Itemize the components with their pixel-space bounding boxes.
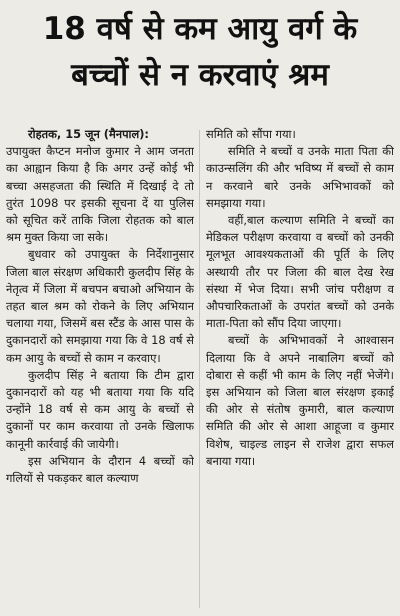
paragraph: कुलदीप सिंह ने बताया कि टीम द्वारा दुकानदारों को यह भी बताया गया कि यदि उन्होंने 18 वर्ष से कम आयु के बच्चों से दुकानों पर काम करवाया तो उनके खिलाफ कानूनी कार्रवाई की जायेगी। [6, 367, 194, 451]
paragraph: समिति ने बच्चों व उनके माता पिता की काउन्सलिंग की और भविष्य में बच्चों से काम न करवाने बारे उनके अभिभावकों को समझाया गया। [206, 144, 394, 210]
paragraph: बच्चों के अभिभावकों ने आश्वासन दिलाया कि वे अपने नाबालिग बच्चों को दोबारा से कहीं भी काम के लिए नहीं भेजेंगे। इस अभियान को जिला बाल संरक्षण इकाई की ओर से संतोष कुमारी, बाल कल्याण समिति की ओर से आशा आहूजा व कुमार विशेष, चाइल्ड लाइन से राजेश द्वारा सफल बनाया गया। [206, 333, 394, 468]
paragraph: उपायुक्त कैप्टन मनोज कुमार ने आम जनता का आह्वान किया है कि अगर उन्हें कोई भी बच्चा असहजता की स्थिति में दिखाई दे तो तुरंत 1098 पर इसकी सूचना दें या पुलिस को सूचित करें ताकि जिला रोहतक को बाल श्रम मुक्त किया जा सके। [6, 144, 194, 245]
paragraph: वहीं,बाल कल्याण समिति ने बच्चों का मेडिकल परीक्षण करवाया व बच्चों को उनकी मूलभूत आवश्यकताओं की पूर्ति के लिए अस्थायी तौर पर जिला की बाल देख रेख संस्था में भेज दिया। सभी जांच परीक्षण व औपचारिकताओं के उपरांत बच्चों को उनके माता-पिता को सौंप दिया जाएगा। [206, 213, 394, 331]
headline-line-1: 18 वर्ष से कम आयु वर्ग के [42, 11, 358, 47]
headline [0, 0, 400, 98]
paragraph: बुधवार को उपायुक्त के निर्देशानुसार जिला बाल संरक्षण अधिकारी कुलदीप सिंह के नेतृत्व में जिला में बचपन बचाओ अभियान के तहत बाल श्रम को रोकने के लिए अभियान चलाया गया, जिसमें बस स्टैंड के आस पास के दुकानदारों को समझाया गया कि वे 18 वर्ष से कम आयु के बच्चों से काम न करवाए। [6, 247, 194, 365]
paragraph [6, 126, 194, 143]
left-column [6, 126, 194, 612]
article-body [6, 126, 394, 612]
paragraph: समिति को सौंपा गया। [206, 127, 296, 141]
right-column [206, 126, 394, 612]
headline-line-2: बच्चों से न करवाएं श्रम [71, 57, 329, 93]
dateline: रोहतक, 15 जून (मैनपाल): [28, 127, 149, 141]
paragraph: इस अभियान के दौरान 4 बच्चों को गलियों से पकड़कर बाल कल्याण [6, 453, 194, 486]
